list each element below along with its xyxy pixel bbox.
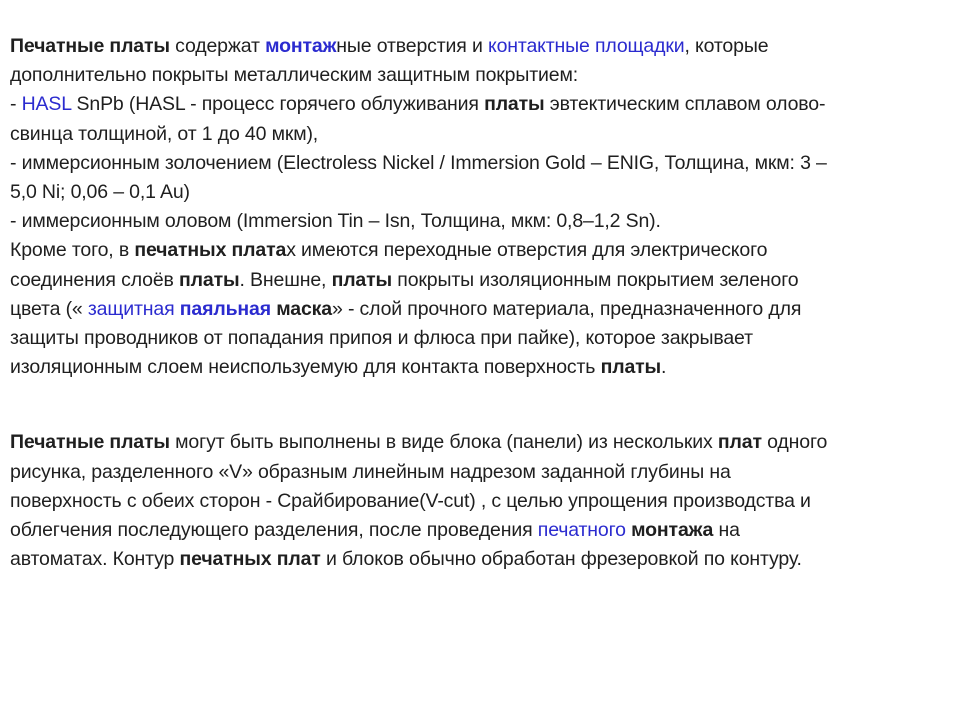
text-span: могут быть выполнены в виде блока (панели) из нескольких (169, 431, 718, 454)
text-line: защиты проводников от попадания припоя и флюса при пайке), которое закрывает (10, 327, 753, 350)
bold-term: платы (179, 268, 240, 291)
bold-term: Печатные платы (10, 35, 170, 57)
bold-term: платы (484, 93, 545, 116)
bold-term: плат (717, 431, 762, 454)
text-span: и блоков обычно обработан фрезеровкой по контуру. (320, 548, 802, 571)
bold-term: печатных плата (134, 239, 287, 262)
text-span: - (10, 93, 22, 116)
text-line (10, 266, 945, 295)
text-span: облегчения последующего разделения, после проведения (10, 519, 538, 542)
paragraph-pcb-coatings (10, 32, 945, 382)
bold-term: монтажа (631, 519, 714, 542)
text-span: SnPb (HASL - процесс горячего облуживания (71, 93, 485, 116)
text-span: автоматах. Контур (10, 548, 180, 571)
bold-term: платы (600, 356, 662, 379)
text-line: 5,0 Ni; 0,06 – 0,1 Au) (10, 181, 190, 204)
text-span: соединения слоёв (10, 268, 180, 291)
text-span: Кроме того, в (10, 239, 135, 262)
link-solder[interactable]: паяльная (179, 297, 271, 320)
text-line: поверхность с обеих сторон - Срайбирование(V-cut) , с целью упрощения производства и (10, 489, 811, 512)
link-protective[interactable]: защитная (87, 297, 180, 320)
text-span: изоляционным слоем неиспользуемую для контакта поверхность (10, 356, 601, 379)
text-line (10, 353, 945, 382)
text-line: - иммерсионным золочением (Electroless Nickel / Immersion Gold – ENIG, Толщина, мкм: 3 – (10, 151, 827, 174)
text-line (10, 32, 945, 61)
bold-term: печатных плат (179, 548, 321, 571)
paragraph-pcb-panels (10, 428, 945, 574)
text-span: одного (761, 431, 828, 454)
link-hasl[interactable]: HASL (21, 93, 72, 116)
link-montazh[interactable]: монтаж (265, 35, 337, 57)
text-line (10, 295, 945, 324)
slide-content (10, 32, 945, 574)
text-line: свинца толщиной, от 1 до 40 мкм), (10, 122, 319, 145)
link-printed[interactable]: печатного (537, 519, 626, 542)
text-span: на (713, 519, 740, 542)
bold-term: платы (331, 268, 393, 291)
link-contact-pads[interactable]: контактные площадки (487, 35, 685, 57)
text-line (10, 516, 945, 545)
text-span: , которые (684, 35, 769, 57)
text-span: покрыты изоляционным покрытием зеленого (392, 268, 799, 291)
text-span: эвтектическим сплавом олово- (544, 93, 826, 116)
text-span: ные отверстия и (336, 35, 488, 57)
text-span: . Внешне, (239, 268, 332, 291)
text-line: дополнительно покрыты металлическим защитным покрытием: (10, 64, 578, 87)
text-line: рисунка, разделенного «V» образным линейным надрезом заданной глубины на (10, 460, 731, 483)
text-span: . (661, 356, 667, 379)
bold-term: маска (276, 297, 332, 320)
bold-term: Печатные платы (10, 431, 170, 454)
text-line (10, 236, 945, 265)
text-span: » - слой прочного материала, предназначенного для (331, 297, 802, 320)
text-span: содержат (169, 35, 266, 57)
text-line (10, 428, 945, 457)
text-span: цвета (« (10, 297, 88, 320)
text-line (10, 545, 945, 574)
text-span: х имеются переходные отверстия для электрического (286, 239, 768, 262)
text-line: - иммерсионным оловом (Immersion Tin – Isn, Толщина, мкм: 0,8–1,2 Sn). (10, 210, 661, 233)
text-line (10, 90, 945, 119)
